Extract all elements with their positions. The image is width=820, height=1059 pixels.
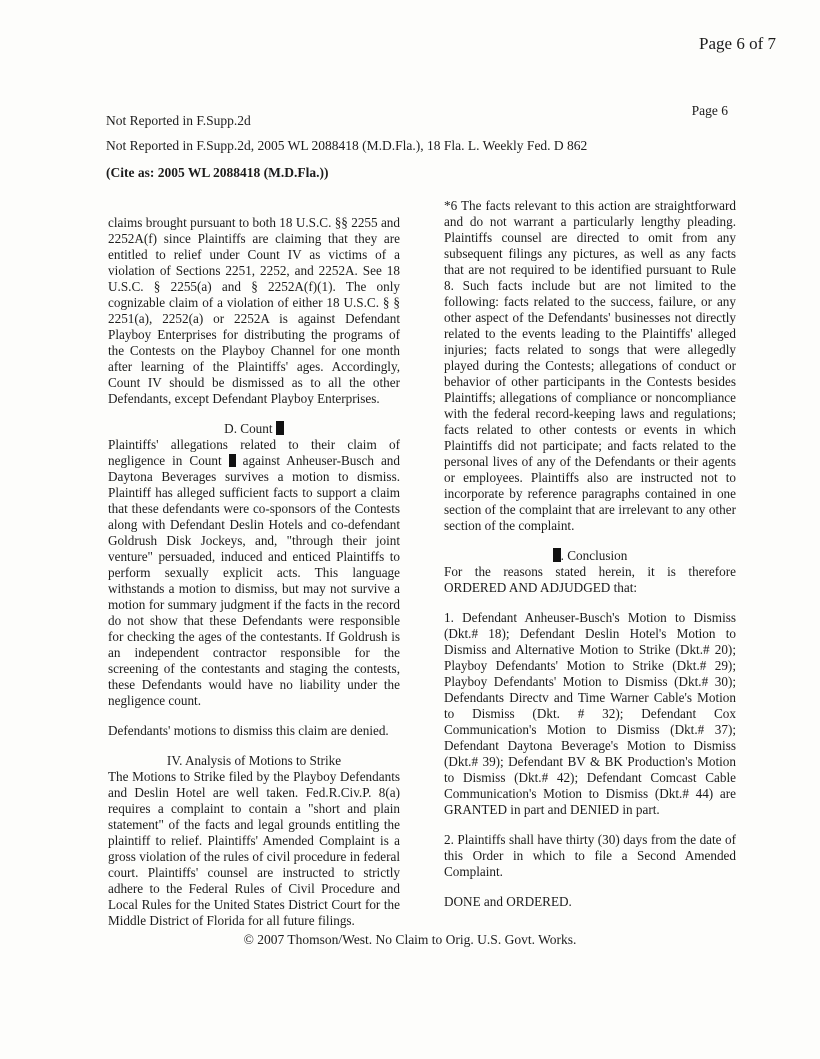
paragraph-negligence-part2: against Anheuser-Busch and Daytona Beverages survives a motion to dismiss. Plaintiff has alleged sufficient facts to support a claim that these defendants were co-sponsors of the Contests along with Defendant Deslin Hotels and co-defendant Goldrush Disk Jockeys, and, "through their joint venture" persuaded, induced and enticed Plaintiffs to perform sexually explicit acts. This language withstands a motion to dismiss, but may not survive a motion for summary judgment if the facts in the record do not show that these Defendants were responsible for checking the ages of the contestants. If Goldrush is an independent contractor responsible for the screening of the contestants and staging the contests, these Defendants would have no liability under the negligence count. [108,453,400,708]
heading-count-d-text: D. Count [224,421,273,436]
paragraph-motions-to-strike: The Motions to Strike filed by the Playboy Defendants and Deslin Hotel are well taken. Fed.R.Civ.P. 8(a) requires a complaint to contain a "short and plain statement" of the facts and legal grounds entitling the plaintiff to relief. Plaintiffs' Amended Complaint is a gross violation of the rules of civil procedure in federal court. Plaintiffs' counsel are instructed to strictly adhere to the Federal Rules of Civil Procedure and Local Rules for the United States District Court for the Middle District of Florida for all future filings. [108,769,400,928]
heading-motions-to-strike: IV. Analysis of Motions to Strike [166,753,342,768]
right-column [444,198,736,924]
reporter-line: Not Reported in F.Supp.2d [106,113,251,128]
copyright-footer: © 2007 Thomson/West. No Claim to Orig. U.S. Govt. Works. [243,932,577,947]
page-counter: Page 6 of 7 [699,34,776,53]
done-and-ordered: DONE and ORDERED. [444,894,572,909]
redaction-mark [276,421,284,435]
heading-conclusion-text: . Conclusion [560,548,628,563]
paragraph-motions-denied: Defendants' motions to dismiss this claim are denied. [108,723,389,738]
redaction-mark [553,548,561,562]
order-item-1: 1. Defendant Anheuser-Busch's Motion to Dismiss (Dkt.# 18); Defendant Deslin Hotel's Motion to Dismiss and Alternative Motion to Strike (Dkt.# 20); Playboy Defendants' Motion to Strike (Dkt.# 29); Playboy Defendants' Motion to Dismiss (Dkt.# 30); Defendants Directv and Time Warner Cable's Motion to Dismiss (Dkt. # 32); Defendant Cox Communication's Motion to Dismiss (Dkt.# 37); Defendant Daytona Beverage's Motion to Dismiss (Dkt.# 39); Defendant BV & BK Production's Motion to Dismiss (Dkt.# 42); Defendant Comcast Cable Communication's Motion to Dismiss (Dkt.# 44) are GRANTED in part and DENIED in part. [444,610,736,817]
cite-as-line: (Cite as: 2005 WL 2088418 (M.D.Fla.)) [106,165,329,180]
paragraph-negligence-part1: Plaintiffs' allegations related to their claim of negligence in Count [108,437,400,468]
citation-line: Not Reported in F.Supp.2d, 2005 WL 2088418 (M.D.Fla.), 18 Fla. L. Weekly Fed. D 862 [106,138,588,153]
heading-conclusion [444,548,736,564]
redaction-mark [229,454,236,467]
heading-count-d [108,421,400,437]
paragraph-negligence [108,437,400,709]
paragraph-count-iv: claims brought pursuant to both 18 U.S.C. §§ 2255 and 2252A(f) since Plaintiffs are claiming that they are entitled to relief under Count IV as victims of a violation of Sections 2251, 2252, and 2252A. See 18 U.S.C. § 2255(a) and § 2252A(f)(1). The only cognizable claim of a violation of either 18 U.S.C. § § 2251(a), 2252(a) or 2252A is against Defendant Playboy Enterprises for distributing the programs of the Contests on the Playboy Channel for one month after learning of the Plaintiffs' ages. Accordingly, Count IV should be dismissed as to all the other Defendants, except Defendant Playboy Enterprises. [108,215,400,406]
paragraph-star-6: *6 The facts relevant to this action are straightforward and do not warrant a particularly lengthy pleading. Plaintiffs counsel are directed to omit from any subsequent filings any pictures, as well as any facts that are not required to be identified pursuant to Rule 8. Such facts include but are not limited to the following: facts related to the success, failure, or any other aspect of the Defendants' businesses not directly related to the events leading to the Plaintiffs' alleged injuries; facts related to songs that were allegedly played during the Contests; allegations of conduct or behavior of other participants in the Contests besides Plaintiffs; allegations of compliance or noncompliance with the federal record-keeping laws and regulations; facts related to other contests or events in which Plaintiffs did not participate; and facts related to the personal lives of any of the Defendants or their agents or employees. Plaintiffs also are instructed not to incorporate by reference paragraphs contained in one section of the complaint that are irrelevant to any other section of the complaint. [444,198,736,533]
paragraph-ordered: For the reasons stated herein, it is therefore ORDERED AND ADJUDGED that: [444,564,736,595]
order-item-2: 2. Plaintiffs shall have thirty (30) days from the date of this Order in which to file a Second Amended Complaint. [444,832,736,879]
left-column [108,215,400,943]
order-list [444,610,736,880]
page-label: Page 6 [691,103,728,118]
